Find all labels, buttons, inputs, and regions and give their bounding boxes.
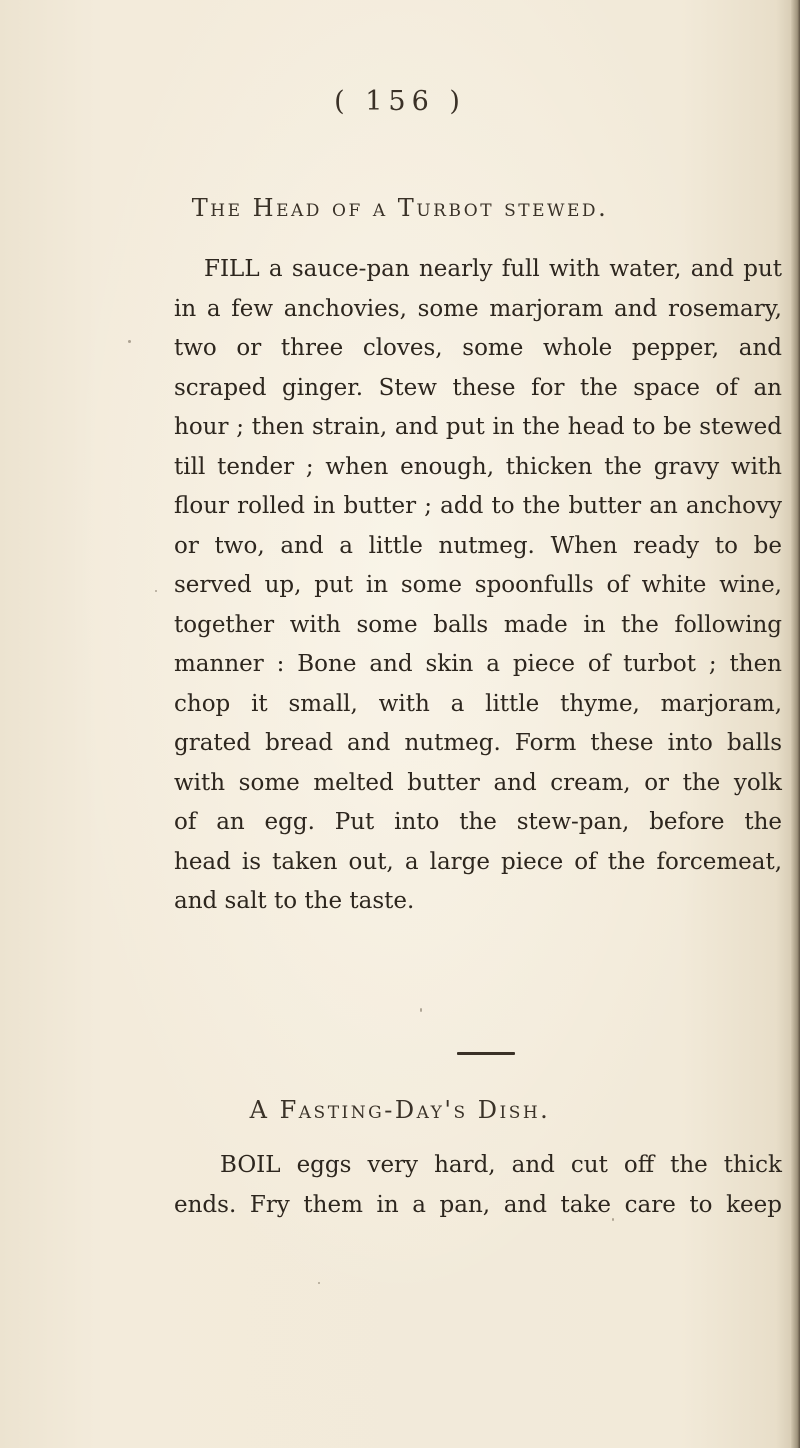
- text-line: and salt to the taste.: [174, 888, 415, 914]
- text-line: FILL a sauce-pan nearly full with water, and put: [204, 256, 782, 282]
- text-line: of an egg. Put into the stew-pan, before the: [174, 809, 782, 835]
- section-divider: [457, 1052, 515, 1055]
- page-number: ( 156 ): [334, 86, 466, 117]
- text-line: or two, and a little nutmeg. When ready to be: [174, 532, 782, 559]
- paper-speck: [420, 1008, 422, 1012]
- text-line: till tender ; when enough, thicken the gravy with: [174, 453, 782, 480]
- text-line: served up, put in some spoonfulls of white wine,: [174, 572, 782, 598]
- text-line: BOIL eggs very hard, and cut off the thick: [220, 1152, 782, 1178]
- text-line: hour ; then strain, and put in the head to be stewed: [174, 414, 782, 440]
- paper-speck: [128, 340, 131, 343]
- text-line: ends. Fry them in a pan, and take care to keep: [174, 1191, 782, 1218]
- recipe-body-turbot: [174, 250, 782, 922]
- recipe-title-fasting-dish: A Fasting-Day's Dish.: [249, 1096, 551, 1124]
- text-line: manner : Bone and skin a piece of turbot ; then: [174, 651, 782, 677]
- text-line: flour rolled in butter ; add to the butter an anchovy: [174, 493, 782, 519]
- text-line: together with some balls made in the following: [174, 611, 782, 638]
- text-line: chop it small, with a little thyme, marjoram,: [174, 690, 782, 717]
- paper-speck: [612, 1218, 614, 1221]
- text-line: two or three cloves, some whole pepper, and: [174, 335, 782, 361]
- text-line: head is taken out, a large piece of the forcemeat,: [174, 848, 782, 875]
- recipe-title-turbot: The Head of a Turbot stewed.: [191, 194, 609, 222]
- text-line: scraped ginger. Stew these for the space of an: [174, 374, 782, 401]
- text-line: in a few anchovies, some marjoram and rosemary,: [174, 295, 782, 322]
- text-line: with some melted butter and cream, or the yolk: [174, 769, 782, 796]
- paper-speck: [318, 1282, 320, 1284]
- paper-speck: [155, 590, 157, 592]
- recipe-body-fasting-dish: [174, 1146, 782, 1225]
- text-line: grated bread and nutmeg. Form these into balls: [174, 730, 782, 756]
